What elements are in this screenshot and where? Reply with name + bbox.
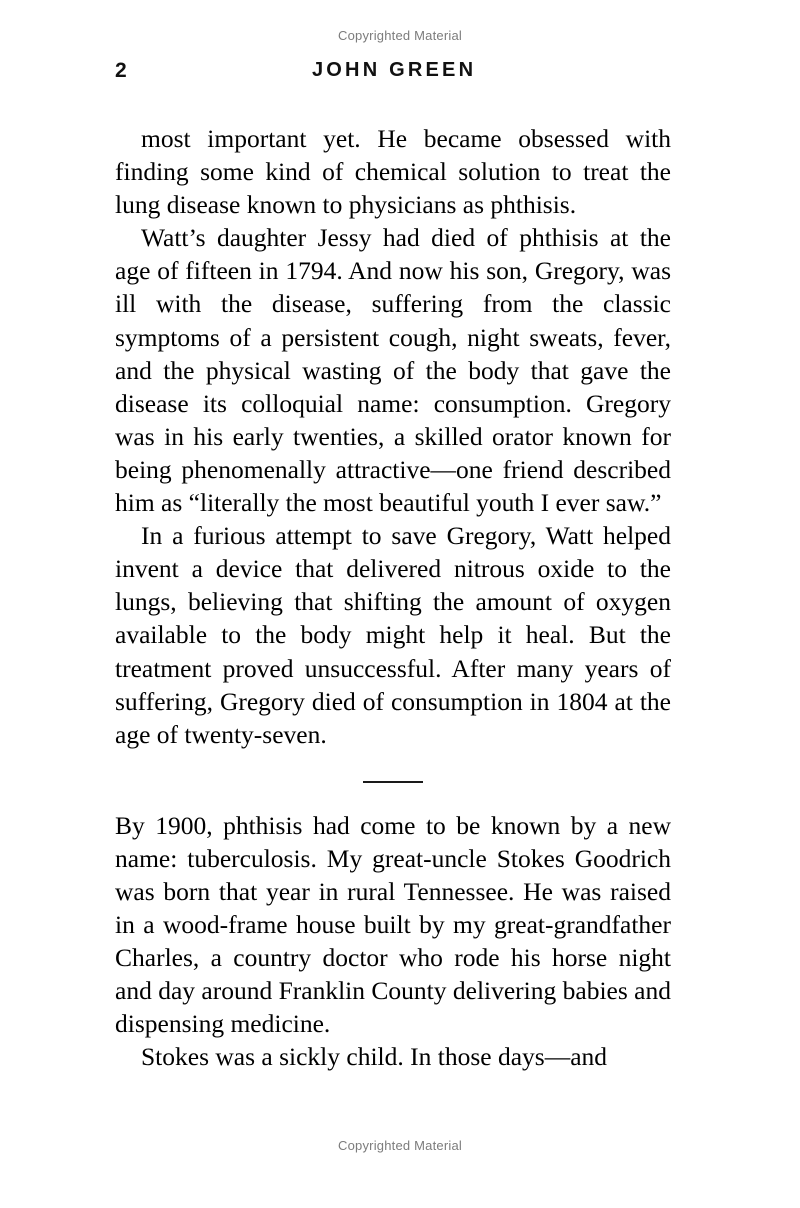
body-paragraph: By 1900, phthisis had come to be known by a new name: tuberculosis. My great-uncle Stokes Goodrich was born that year in rural Tennessee. He was raised in a wood-frame house built by my great-grandfather Charles, a country doctor who rode his horse night and day around Franklin County delivering babies and dispensing medicine. bbox=[115, 810, 671, 1039]
copyright-watermark-top: Copyrighted Material bbox=[338, 28, 462, 43]
spacer bbox=[115, 751, 671, 764]
body-paragraph: most important yet. He became obsessed with finding some kind of chemical solution to treat the lung disease known to physicians as phthisis. bbox=[115, 124, 671, 220]
body-text-block bbox=[115, 122, 671, 1074]
body-paragraph: Stokes was a sickly child. In those days—and bbox=[141, 1042, 608, 1072]
body-paragraph: In a furious attempt to save Gregory, Watt helped invent a device that delivered nitrous oxide to the lungs, believing that shifting the amount of oxygen available to the body might help it heal. But the treatment proved unsuccessful. After many years of suffering, Gregory died of consumption in 1804 at the age of twenty-seven. bbox=[115, 521, 671, 749]
section-break bbox=[115, 764, 671, 799]
section-break-rule bbox=[363, 781, 423, 783]
spacer bbox=[115, 799, 671, 809]
copyright-watermark-bottom: Copyrighted Material bbox=[338, 1138, 462, 1153]
body-paragraph: Watt’s daughter Jessy had died of phthisis at the age of fifteen in 1794. And now his son, Gregory, was ill with the disease, suffering from the classic symptoms of a persistent cough, night sweats, fever, and the physical wasting of the body that gave the disease its colloquial name: consumption. Gregory was in his early twenties, a skilled orator known for being phenomenally attractive—one friend described him as “literally the most beautiful youth I ever saw.” bbox=[115, 223, 671, 518]
running-head bbox=[115, 58, 670, 88]
running-head-author: JOHN GREEN bbox=[311, 59, 477, 81]
page-number: 2 bbox=[115, 59, 127, 82]
